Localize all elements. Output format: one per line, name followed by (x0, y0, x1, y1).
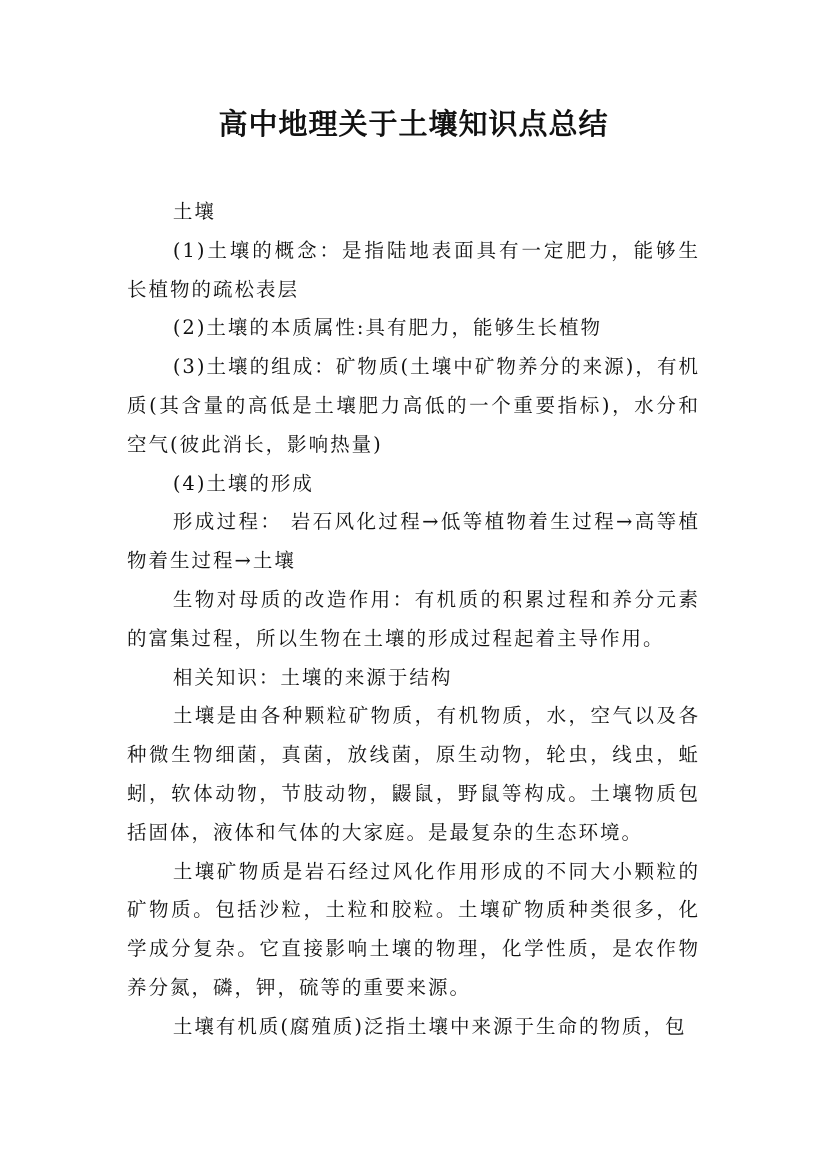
paragraph-soil-concept: (1)土壤的概念：是指陆地表面具有一定肥力，能够生长植物的疏松表层 (127, 238, 700, 301)
paragraph-biological-role: 生物对母质的改造作用：有机质的积累过程和养分元素的富集过程，所以生物在土壤的形成过程起着主导作用。 (127, 587, 700, 650)
paragraph-formation-process: 形成过程： 岩石风化过程→低等植物着生过程→高等植物着生过程→土壤 (127, 510, 700, 573)
paragraph-related-knowledge: 相关知识：土壤的来源于结构 (172, 665, 453, 689)
document-body (127, 193, 700, 1047)
paragraph-heading-soil: 土壤 (172, 200, 216, 223)
paragraph-soil-attribute: (2)土壤的本质属性:具有肥力，能够生长植物 (172, 316, 603, 340)
paragraph-soil-formation: (4)土壤的形成 (172, 471, 314, 495)
paragraph-soil-composition: (3)土壤的组成：矿物质(土壤中矿物养分的来源)，有机质(其含量的高低是土壤肥力高低的一个重要指标)，水分和空气(彼此消长，影响热量) (127, 355, 700, 456)
paragraph-soil-organic-matter: 土壤有机质(腐殖质)泛指土壤中来源于生命的物质，包 (172, 1014, 687, 1038)
paragraph-soil-components: 土壤是由各种颗粒矿物质，有机物质，水，空气以及各种微生物细菌，真菌，放线菌，原生动物，轮虫，线虫，蚯蚓，软体动物，节肢动物，鼹鼠，野鼠等构成。土壤物质包括固体，液体和气体的大家庭。是最复杂的生态环境。 (127, 704, 700, 844)
paragraph-soil-minerals: 土壤矿物质是岩石经过风化作用形成的不同大小颗粒的矿物质。包括沙粒，土粒和胶粒。土壤矿物质种类很多，化学成分复杂。它直接影响土壤的物理，化学性质，是农作物养分氮，磷，钾，硫等的重要来源。 (127, 859, 700, 999)
document-title: 高中地理关于土壤知识点总结 (218, 107, 609, 141)
